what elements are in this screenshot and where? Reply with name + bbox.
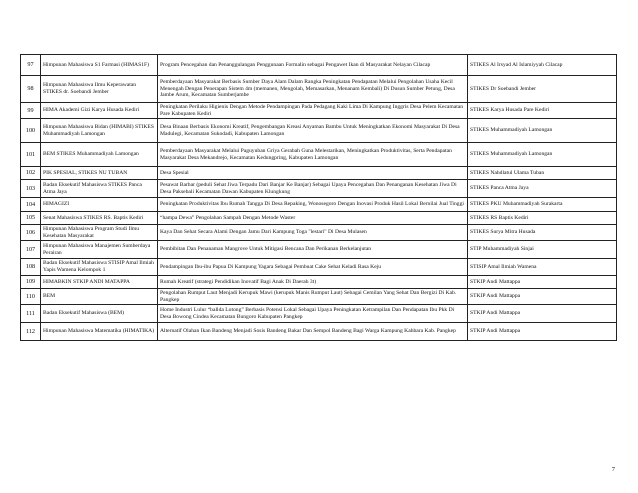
institution-name: STISIP Amal Ilmiah Wamena <box>468 259 617 276</box>
program-title: Pendampingan Ibu-ibu Papua Di Kampung Yagara Sebagai Pembuat Cake Sehat Keladi Rasa Keju <box>158 259 468 276</box>
organization-name: Himpunan Mahasiswa Matematika (HIMATIKA) <box>41 323 158 341</box>
program-title: Pemberdayaan Masyarakat Melalui Paguyuban Griya Gerabah Guna Melestarikan, Meningkatkan Produktivitas, Serta Pendapatan Masyarakat Desa Mekandrejo, Kecamatan Kedungpring, Kabupaten Lamongan <box>158 143 468 167</box>
program-title: Pemberdayaan Masyarakat Berbasis Sumber Daya Alam Dalam Rangka Peningkatan Pendapatan Melalui Pengolahan Usaha Kecil Menengah Dengan Penerapan Sistem 4m (memanen, Mengolah, Memasarkan, Menanam Kembali) Di Dusun Sumber Petung, Desa Jambe Arum, Kecamatan Sumberjambe <box>158 76 468 103</box>
organization-name: BEM <box>41 289 158 305</box>
institution-name: STIKES Surya Mitra Husada <box>468 225 617 241</box>
institution-name: STIKES PKU Muhammadiyah Surakarta <box>468 198 617 212</box>
program-title: Home Industri Lulur “ballda Lotong” Berbasis Potensi Lokal Sebagai Upaya Peningkatan Ketrampilan Dan Pendapatan Ibu Pkk Di Desa Bowong Cindea Kecamatan Bungoro Kabupaten Pangkep <box>158 305 468 323</box>
table-row <box>21 241 617 259</box>
row-number: 105 <box>21 212 41 225</box>
institution-name: STIKES Panca Atma Jaya <box>468 180 617 198</box>
table-row <box>21 305 617 323</box>
institution-name: STIKES Dr Soebandi Jember <box>468 76 617 103</box>
program-title: Desa Spesial <box>158 167 468 180</box>
program-title: Pengolahan Rumput Laut Menjadi Kerupuk Mawi (kerupuk Manis Rumput Laut) Sebagai Cemilan Yang Sehat Dan Bergizi Di Kab. Pangkep <box>158 289 468 305</box>
row-number: 97 <box>21 55 41 76</box>
institution-name: STIKES Al Irsyad Al Islamiyyah Cilacap <box>468 55 617 76</box>
organization-name: Himpunan Mahasiswa Program Studi Ilmu Kesehatan Masyarakat <box>41 225 158 241</box>
organization-name: HIMA Akademi Gizi Karya Husada Kediri <box>41 103 158 119</box>
table-row <box>21 119 617 143</box>
organization-name: Badan Eksekutif Mahasiswa STIKES Panca Atma Jaya <box>41 180 158 198</box>
organization-name: HIMAGIZI <box>41 198 158 212</box>
organization-name: Himpunan Mahasiswa S1 Farmasi (HIMAS1F) <box>41 55 158 76</box>
organization-name: PIK SPESIAL, STIKES NU TUBAN <box>41 167 158 180</box>
table-row <box>21 55 617 76</box>
organization-name: Badan Eksekutif Mahasiswa (BEM) <box>41 305 158 323</box>
row-number: 104 <box>21 198 41 212</box>
program-title: Pesawat Barbar (peduli Sehat Jiwa Terpadu Dari Banjar Ke Banjar) Sebagai Upaya Pencegahan Dan Penanganan Kesehatan Jiwa Di Desa Paksebali Kecamatan Dawan Kabupaten Klungkung <box>158 180 468 198</box>
institution-name: STIKES RS Baptis Kediri <box>468 212 617 225</box>
table-row <box>21 180 617 198</box>
institution-name: STIKES Karya Husada Pare Kediri <box>468 103 617 119</box>
institution-name: STKIP Andi Mattappa <box>468 276 617 289</box>
row-number: 109 <box>21 276 41 289</box>
organization-name: HIMABKIN STKIP ANDI MATAPPA <box>41 276 158 289</box>
page-number: 7 <box>611 466 615 473</box>
institution-name: STKIP Andi Mattappa <box>468 289 617 305</box>
table-row <box>21 225 617 241</box>
row-number: 98 <box>21 76 41 103</box>
organization-name: Senat Mahasiswa STIKES RS. Baptis Kediri <box>41 212 158 225</box>
program-table <box>20 54 617 341</box>
organization-name: Himpunan Mahasiswa Manajemen Sumberdaya Perairan <box>41 241 158 259</box>
institution-name: STKIP Andi Mattappa <box>468 305 617 323</box>
organization-name: Himpunan Mahasiswa Ilmu Keperawatan STIKES dr. Soebandi Jember <box>41 76 158 103</box>
institution-name: STIKES Nahdlatul Ulama Tuban <box>468 167 617 180</box>
table-row <box>21 323 617 341</box>
row-number: 107 <box>21 241 41 259</box>
row-number: 112 <box>21 323 41 341</box>
program-title: Kaya Dan Sehat Secara Alami Dengan Jamu Dari Kampung Toga "lestari" Di Desa Mulasen <box>158 225 468 241</box>
table-row <box>21 276 617 289</box>
program-title: Desa Binaan Berbasis Ekonomi Kreatif, Pengembangan Kreasi Anyaman Bambu Untuk Meningkatkan Ekonomi Masyarakat Di Desa Madulegi, Kecamatan Sukodadi, Kabupaten Lamongan <box>158 119 468 143</box>
row-number: 99 <box>21 103 41 119</box>
row-number: 103 <box>21 180 41 198</box>
program-title: Peningkatan Produktivitas Ibu Rumah Tangga Di Desa Repaking, Wonosegoro Dengan Inovasi Produk Hasil Lokal Bernilai Jual Tinggi <box>158 198 468 212</box>
row-number: 111 <box>21 305 41 323</box>
institution-name: STIKES Muhammadiyah Lamongan <box>468 119 617 143</box>
table-row <box>21 198 617 212</box>
institution-name: STIKES Muhammadiyah Lamongan <box>468 143 617 167</box>
organization-name: Badan Eksekutif Mahasiswa STISIP Amal Ilmiah Yapis Wamena Kelompok 1 <box>41 259 158 276</box>
institution-name: STKIP Andi Mattappa <box>468 323 617 341</box>
table-row <box>21 143 617 167</box>
program-title: Alternatif Olahan Ikan Bandeng Menjadi Sosis Bandeng Bakar Dan Sempol Bandeng Bagi Warga Kampung Kahbara Kab. Pangkep <box>158 323 468 341</box>
row-number: 110 <box>21 289 41 305</box>
program-title: Peningkatan Perilaku Higienis Dengan Metode Pendampingan Pada Pedagang Kaki Lima Di Kampung Inggris Desa Pelem Kecamatan Pare Kabupaten Kediri <box>158 103 468 119</box>
table-row <box>21 259 617 276</box>
table-row <box>21 103 617 119</box>
table-row <box>21 167 617 180</box>
row-number: 108 <box>21 259 41 276</box>
table-row <box>21 76 617 103</box>
program-title: Program Pencegahan dan Penanggulangan Penggunaan Formalin sebagai Pengawet Ikan di Masyarakat Nelayan Cilacap <box>158 55 468 76</box>
organization-name: Himpunan Mahasiswa Bidan (HIMABI) STIKES Muhammadiyah Lamongan <box>41 119 158 143</box>
program-title: “hampa Dewa” Pengolahan Sampah Dengan Metode Waster <box>158 212 468 225</box>
row-number: 100 <box>21 119 41 143</box>
row-number: 101 <box>21 143 41 167</box>
table-row <box>21 289 617 305</box>
program-title: Rumah Kreatif (strategi Pendidikan Inovatif Bagi Anak Di Daerah 3t) <box>158 276 468 289</box>
organization-name: BEM STIKES Muhammadiyah Lamongan <box>41 143 158 167</box>
program-title: Pembibitan Dan Penanaman Mangrove Untuk Mitigasi Bencana Dan Perikanan Berkelanjutan <box>158 241 468 259</box>
institution-name: STIP Muhammadiyah Sinjai <box>468 241 617 259</box>
row-number: 102 <box>21 167 41 180</box>
row-number: 106 <box>21 225 41 241</box>
table-row <box>21 212 617 225</box>
